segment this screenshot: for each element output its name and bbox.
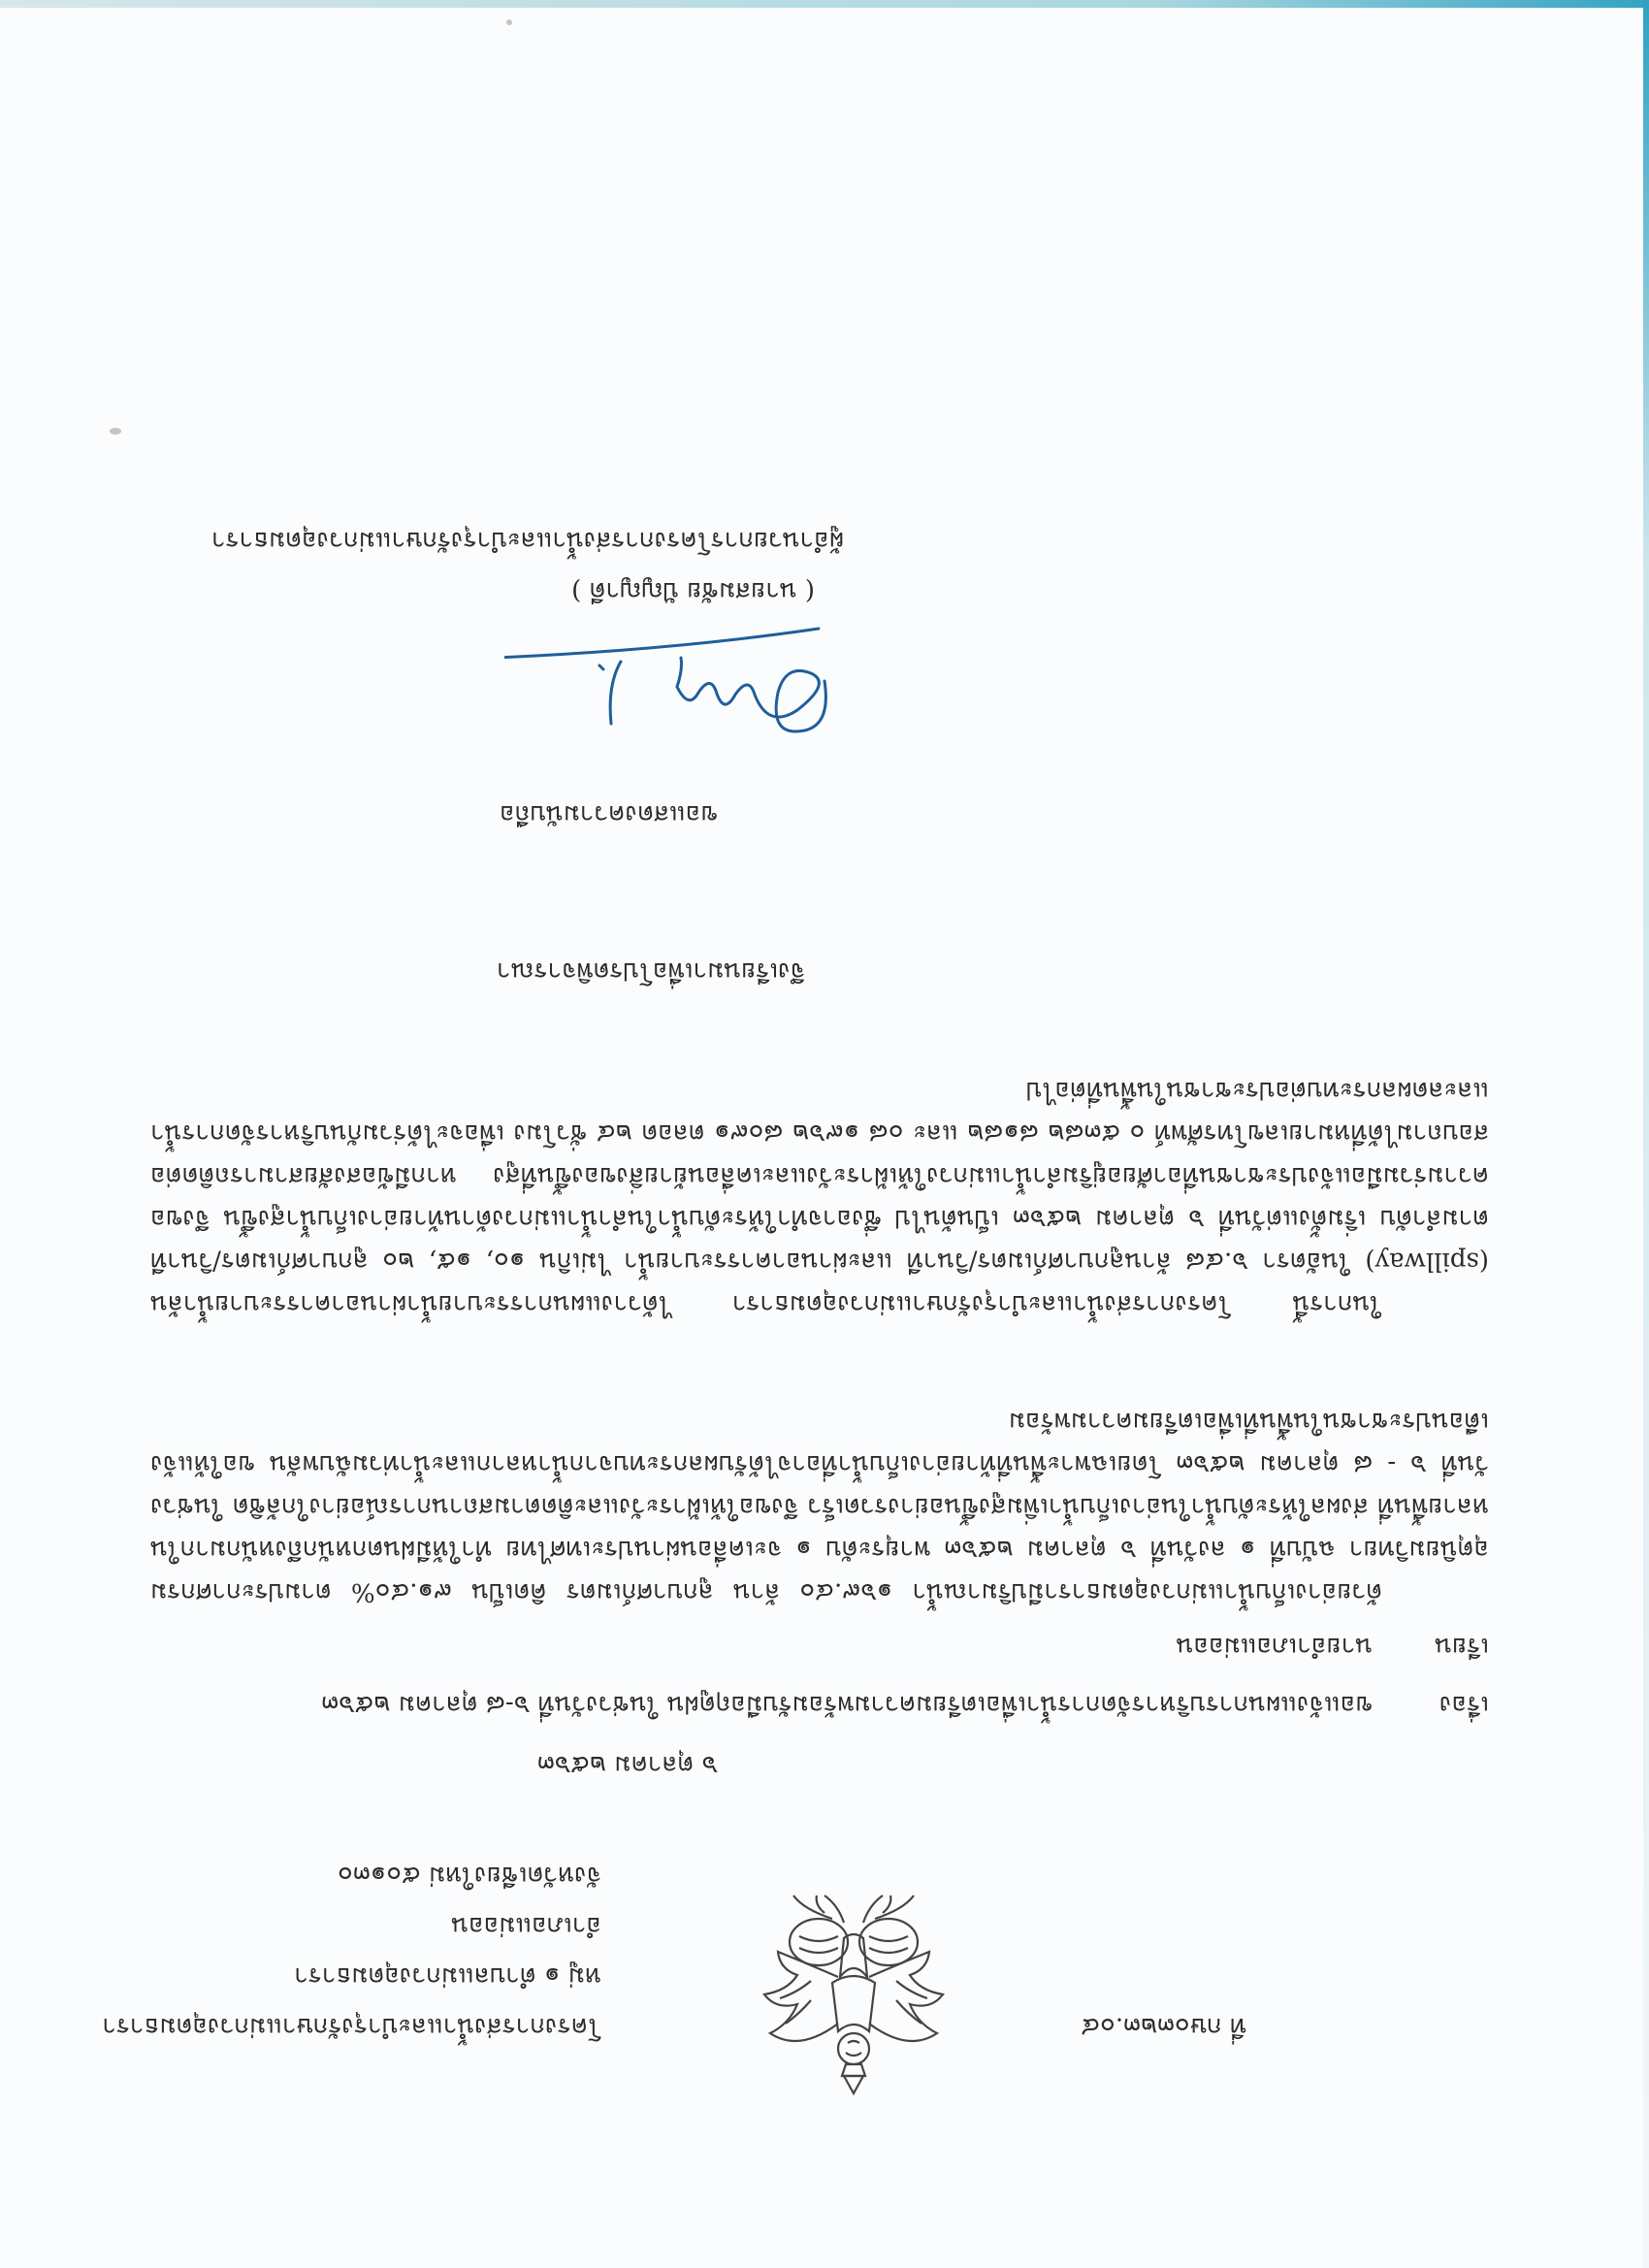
to-label: เรียน xyxy=(1435,1632,1489,1661)
org-line: อำเภอแม่ออน xyxy=(451,1911,601,1940)
paragraph-2: ในการนี้ โครงการส่งน้ำและบำรุงรักษาแม่กวงอุดมธารา ได้วางแผนการระบายน้ำผ่านอาคารระบายน้ำล้น (spillway) ในอัตรา ๖.๔๘ ล้านลูกบาศก์เมตร/วินาที และผ่านอาคารระบายน้ำ ไม่เกิน ๑๐, ๑๕, ๒๐ ลูกบาศก์เมตร/วินาที ตามลำดับ เริ่มตั้งแต่วันที่ ๖ ตุลาคม ๒๕๖๓ เป็นต้นไป ซึ่งอาจทำให้ระดับน้ำในลำน้ำแม่กวงด้านท้ายอ่างเก็บน้ำสูงขึ้น จึงขอความร่วมมือแจ้งประชาชนที่อาศัยอยู่ริมลำน้ำแม่กวงให้เฝ้าระวังและเคลื่อนย้ายสิ่งของขึ้นที่สูง หากมีข้อสงสัยสามารถติดต่อสอบถามได้ที่หมายเลขโทรศัพท์ ๐ ๕๓๘๒ ๘๑๘๒ และ ๐๘ ๑๙๖๒ ๘๐๙๑ ตลอด ๒๔ ชั่วโมง เพื่อจะได้ร่วมกันบริหารจัดการน้ำและลดผลกระทบต่อประชาชนในพื้นที่ต่อไป xyxy=(150,1076,1489,1318)
to-text: นายอำเภอแม่ออน xyxy=(1176,1632,1373,1661)
body-paragraph xyxy=(150,1069,1489,1325)
paper-fleck xyxy=(110,428,121,435)
subject-label: เรื่อง xyxy=(1439,1690,1489,1719)
paragraph-1: ด้วยอ่างเก็บน้ำแม่กวงอุดมธารามีปริมาณน้ำ ๑๖๙.๔๐ ล้าน ลูกบาศก์เมตร คิดเป็น ๙๑.๔๐% ตามประกาศกรมอุตุนิยมวิทยา ฉบับที่ ๑ ลงวันที่ ๖ ตุลาคม ๒๕๖๓ พายุระดับ ๑ จะเคลื่อนผ่านประเทศไทย ทำให้มีฝนตกหนักถึงหนักมากในหลายพื้นที่ ส่งผลให้ระดับน้ำในอ่างเก็บน้ำเพิ่มสูงขึ้นอย่างรวดเร็ว จึงขอให้เฝ้าระวังและติดตามสถานการณ์อย่างใกล้ชิด ในช่วงวันที่ ๖ - ๘ ตุลาคม ๒๕๖๓ โดยเฉพาะพื้นที่ท้ายอ่างเก็บน้ำที่อาจได้รับผลกระทบจากน้ำหลากและน้ำท่วมฉับพลัน ขอให้แจ้งเตือนประชาชนในพื้นที่เพื่อเตรียมความพร้อม xyxy=(150,1407,1489,1606)
paper-fleck xyxy=(506,19,512,25)
org-line: หมู่ ๑ ตำบลแม่กวงอุดมธารา xyxy=(294,1961,601,1991)
letter-date: ๖ ตุลาคม ๒๕๖๓ xyxy=(536,1750,718,1779)
closing-request: จึงเรียนมาเพื่อโปรดพิจารณา xyxy=(496,956,805,986)
body-paragraph xyxy=(150,1400,1489,1613)
signature-mark xyxy=(504,619,854,774)
garuda-emblem-icon xyxy=(757,1890,951,2113)
org-line: โครงการส่งน้ำและบำรุงรักษาแม่กวงอุดมธารา xyxy=(102,2012,601,2041)
org-line: จังหวัดเชียงใหม่ ๕๐๑๓๐ xyxy=(338,1861,601,1890)
signer-name: ( นายสมชัย ปัญญาดี ) xyxy=(571,576,815,605)
signer-title: ผู้อำนวยการโครงการส่งน้ำและบำรุงรักษาแม่กวงอุดมธารา xyxy=(210,526,844,555)
ref-number: ที่ กษ๐๓๒๓.๐๔ xyxy=(1081,2012,1246,2041)
closing-salutation: ขอแสดงความนับถือ xyxy=(500,799,718,828)
subject-text: ขอแจ้งแผนการบริหารจัดการน้ำเพื่อเตรียมความพร้อมรับมือฤดูฝน ในช่วงวันที่ ๖-๘ ตุลาคม ๒๕๖๓ xyxy=(321,1690,1373,1719)
signature-ink xyxy=(504,629,825,731)
